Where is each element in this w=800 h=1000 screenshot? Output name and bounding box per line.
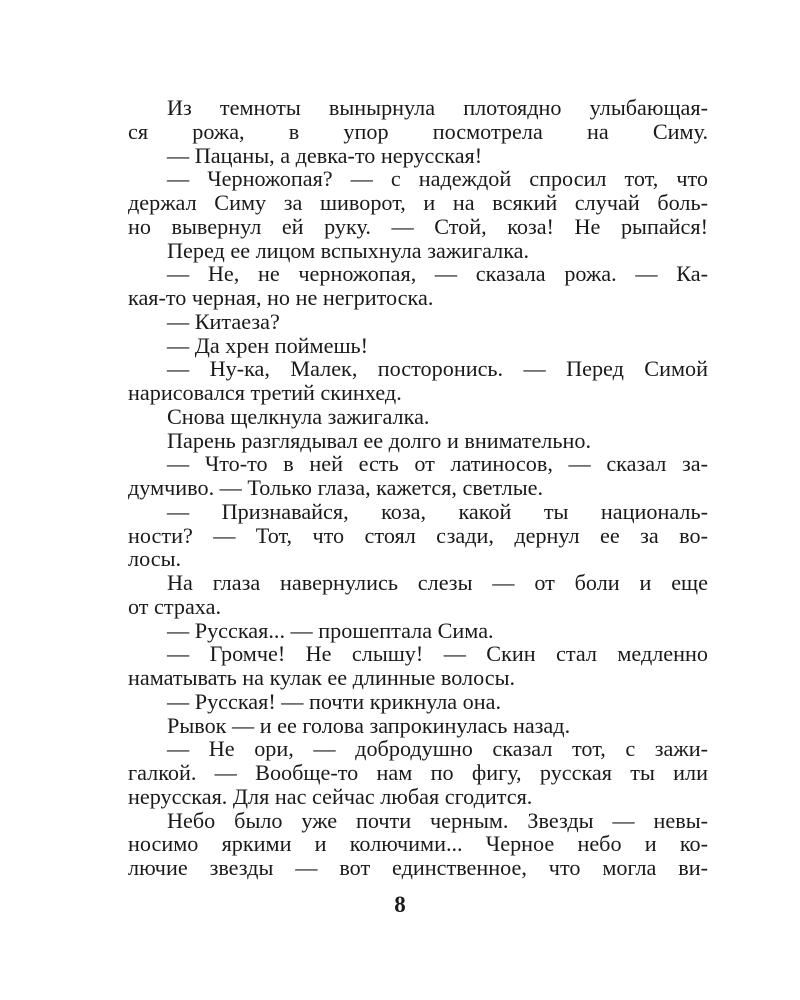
text-line: лючие звезды — вот единственное, что могла ви- [128,855,708,880]
text-line: — Признавайся, коза, какой ты националь- [167,498,708,524]
text-line: Из темноты вынырнула плотоядно улыбающая- [167,95,708,120]
text-line: от страха. [128,593,221,619]
text-line: наматывать на кулак ее длинные волосы. [128,665,516,690]
text-line: — Да хрен поймешь! [167,332,369,358]
text-line: — Русская! — почти крикнула она. [167,688,502,714]
text-line: — Не, не черножопая, — сказала рожа. — Ка- [167,261,708,287]
text-line: нарисовался третий скинхед. [128,380,402,405]
body-text [128,96,708,880]
text-line: Снова щелкнула зажигалка. [167,403,430,429]
page-number: 8 [394,892,406,917]
text-line: галкой. — Вообще-то нам по фигу, русская ты или [128,760,708,785]
text-line: — Пацаны, а девка-то нерусская! [167,142,483,168]
text-line: кая-то черная, но не негритоска. [128,285,434,310]
text-line: Перед ее лицом вспыхнула зажигалка. [167,237,530,263]
text-line: носимо яркими и колючими... Черное небо и ко- [128,831,708,857]
text-line: — Не ори, — добродушно сказал тот, с зажи- [167,736,708,762]
text-line: — Китаеза? [167,308,280,334]
text-line: — Ну-ка, Малек, посторонись. — Перед Симой [167,356,708,382]
text-line: думчиво. — Только глаза, кажется, светлые. [128,475,544,500]
text-line: нерусская. Для нас сейчас любая сгодится. [128,783,533,809]
text-line: ности? — Тот, что стоял сзади, дернул ее за во- [128,522,708,548]
text-line: — Черножопая? — с надеждой спросил тот, что [167,166,708,192]
text-line: лосы. [128,546,182,572]
text-line: Парень разглядывал ее долго и внимательно. [167,427,591,453]
text-line: — Громче! Не слышу! — Скин стал медленно [167,641,708,667]
text-line: Рывок — и ее голова запрокинулась назад. [167,712,571,738]
text-line: ся рожа, в упор посмотрела на Симу. [128,118,708,144]
text-line: — Что-то в ней есть от латиносов, — сказал за- [167,451,708,477]
text-line: но вывернул ей руку. — Стой, коза! Не рыпайся! [128,213,708,239]
text-line: держал Симу за шиворот, и на всякий случай боль- [128,190,708,215]
text-line: Небо было уже почти черным. Звезды — невы- [167,807,708,833]
text-line: На глаза навернулись слезы — от боли и еще [167,570,708,595]
text-line: — Русская... — прошептала Сима. [167,617,494,643]
